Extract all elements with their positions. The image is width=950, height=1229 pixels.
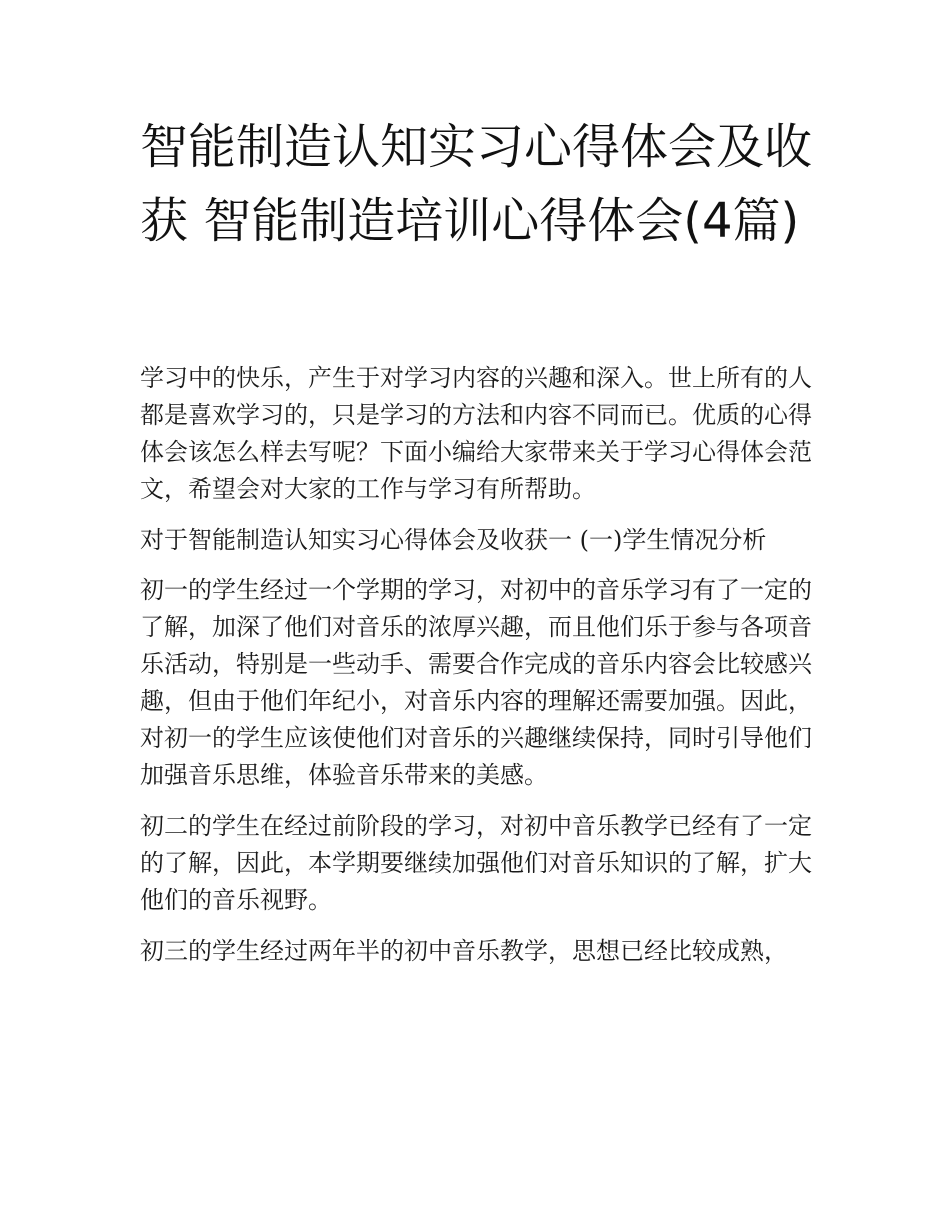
document-title: 智能制造认知实习心得体会及收获 智能制造培训心得体会(4篇) (140, 119, 813, 249)
paragraph-section-heading: 对于智能制造认知实习心得体会及收获一 (一)学生情况分析 (140, 526, 767, 554)
paragraph-grade-one: 初一的学生经过一个学期的学习，对初中的音乐学习有了一定的了解，加深了他们对音乐的浓厚兴趣，而且他们乐于参与各项音乐活动，特别是一些动手、需要合作完成的音乐内容会比较感兴趣，但由于他们年纪小，对音乐内容的理解还需要加强。因此，对初一的学生应该使他们对音乐的兴趣继续保持，同时引导他们加强音乐思维，体验音乐带来的美感。 (140, 576, 812, 789)
paragraph-intro: 学习中的快乐，产生于对学习内容的兴趣和深入。世上所有的人都是喜欢学习的，只是学习的方法和内容不同而已。优质的心得体会该怎么样去写呢？下面小编给大家带来关于学习心得体会范文，希望会对大家的工作与学习有所帮助。 (140, 364, 812, 503)
document-body (140, 360, 812, 984)
paragraph-grade-two: 初二的学生在经过前阶段的学习，对初中音乐教学已经有了一定的了解，因此，本学期要继续加强他们对音乐知识的了解，扩大他们的音乐视野。 (140, 812, 812, 914)
paragraph-grade-three: 初三的学生经过两年半的初中音乐教学，思想已经比较成熟， (140, 937, 788, 965)
